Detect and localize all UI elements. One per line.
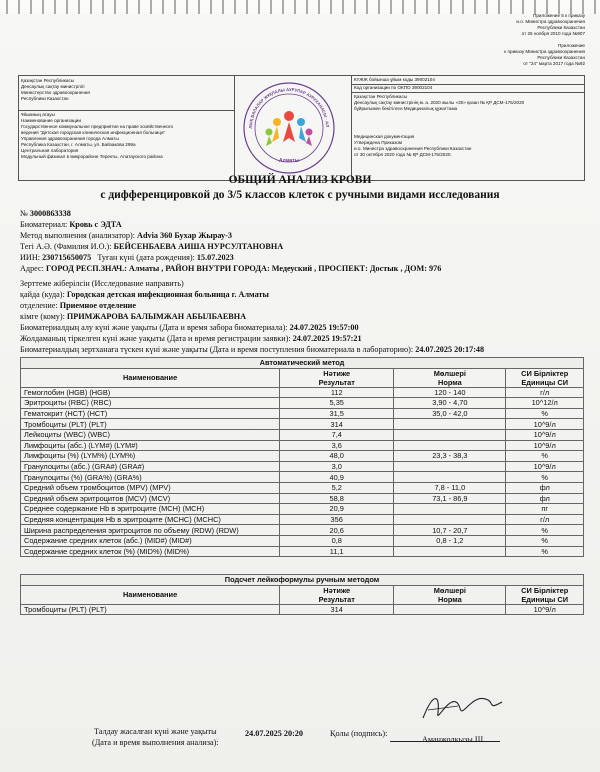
row-name: Лимфоциты (%) (LYM%) (LYM%) bbox=[21, 451, 280, 462]
send-where bbox=[20, 289, 269, 300]
col-name: Наименование bbox=[21, 368, 280, 387]
table-header bbox=[21, 368, 584, 387]
row-result: 48,0 bbox=[280, 451, 394, 462]
header-right bbox=[351, 76, 585, 180]
patient-address bbox=[20, 263, 441, 274]
label: Адрес: bbox=[20, 264, 46, 273]
register-datetime bbox=[20, 333, 362, 344]
signature-scribble bbox=[418, 688, 508, 728]
value: 24.07.2025 20:17:48 bbox=[415, 345, 485, 354]
row-norm bbox=[394, 440, 506, 451]
row-name: Лейкоциты (WBC) (WBC) bbox=[21, 429, 280, 440]
col-label: СИ Бірліктер bbox=[521, 585, 569, 595]
value: ПРИМЖАРОВА БАЛЫМЖАН АБЫЛБАЕВНА bbox=[66, 312, 247, 321]
col-result bbox=[280, 585, 394, 604]
approval-line: бұйрығымен бекітілген Медициналық құжаттама bbox=[354, 106, 458, 111]
value: Приемное отделение bbox=[59, 301, 137, 310]
row-name: Гранулоциты (абс.) (GRA#) (GRA#) bbox=[21, 461, 280, 472]
row-name: Содержание средних клеток (%) (MID%) (MID%) bbox=[21, 546, 280, 557]
table-row bbox=[21, 504, 584, 515]
value: Городская детская инфекционная больница г. Алматы bbox=[66, 290, 269, 299]
row-unit: % bbox=[506, 525, 584, 536]
label: № bbox=[20, 209, 30, 218]
row-unit: г/л bbox=[506, 514, 584, 525]
arrive-datetime bbox=[20, 344, 484, 355]
row-norm bbox=[394, 514, 506, 525]
divider bbox=[19, 110, 234, 111]
ministry-block bbox=[21, 78, 231, 102]
row-name: Гематокрит (HCT) (HCT) bbox=[21, 408, 280, 419]
table-row bbox=[21, 604, 584, 615]
prikaz-line: Республики Казахстан bbox=[537, 55, 585, 60]
col-units bbox=[506, 368, 584, 387]
row-unit: % bbox=[506, 535, 584, 546]
sample-number bbox=[20, 208, 71, 219]
org-line: Республика Казахстан, г. Алматы, ул. Байзакова 299а bbox=[21, 142, 136, 147]
table-row bbox=[21, 408, 584, 419]
prikaz-line: от "24" марта 2017 года №92 bbox=[523, 61, 585, 66]
row-norm bbox=[394, 504, 506, 515]
method bbox=[20, 230, 232, 241]
label: Биоматериалдың зертханаға түскен күні және уақыты (Дата и время поступления биоматериала в лабораторию): bbox=[20, 345, 416, 354]
table-header bbox=[21, 585, 584, 604]
row-norm: 7,8 - 11,0 bbox=[394, 482, 506, 493]
org-line: Ұйымның атауы bbox=[21, 112, 55, 117]
value: Advia 360 Бухар Жырау-3 bbox=[137, 231, 232, 240]
label: Жолдаманың тіркелген күні және уақыты (Дата и время регистрации заявки): bbox=[20, 334, 293, 343]
document-title: ОБЩИЙ АНАЛИЗ КРОВИ bbox=[228, 174, 372, 186]
col-label: Результат bbox=[318, 594, 355, 604]
label: кімге (кому): bbox=[20, 312, 67, 321]
col-label: СИ Бірліктер bbox=[521, 368, 569, 378]
ministry-line: Министерство здравоохранения bbox=[21, 90, 90, 95]
approval-line: Утверждена Приказом bbox=[354, 140, 403, 145]
patient-iin bbox=[20, 252, 234, 263]
row-result: 3,0 bbox=[280, 461, 394, 472]
approval-line: от 30 октября 2020 года № ҚР ДСМ-175/2020. bbox=[354, 152, 452, 157]
col-label: Мөлшері bbox=[433, 368, 466, 378]
sign-label: Қолы (подпись): bbox=[330, 729, 388, 738]
table-row bbox=[21, 514, 584, 525]
row-norm: 120 - 140 bbox=[394, 387, 506, 398]
row-unit: пг bbox=[506, 504, 584, 515]
row-name: Средний объем эритроцитов (MCV) (MCV) bbox=[21, 493, 280, 504]
perforation-strip bbox=[0, 0, 600, 14]
value: Кровь с ЭДТА bbox=[69, 220, 122, 229]
label: ИИН: bbox=[20, 253, 43, 262]
table-row bbox=[21, 387, 584, 398]
row-unit: % bbox=[506, 408, 584, 419]
row-norm bbox=[394, 429, 506, 440]
col-label: Нәтиже bbox=[323, 585, 351, 595]
label: Биоматериалдың алу күні және уақыты (Дата и время забора биоматериала): bbox=[20, 323, 290, 332]
table-row bbox=[21, 525, 584, 536]
table-row bbox=[21, 461, 584, 472]
label: Биоматериал: bbox=[20, 220, 70, 229]
row-unit: фл bbox=[506, 482, 584, 493]
row-name: Средний объем тромбоцитов (MPV) (MPV) bbox=[21, 482, 280, 493]
col-units bbox=[506, 585, 584, 604]
row-result: 3,6 bbox=[280, 440, 394, 451]
row-name: Гемоглобин (HGB) (HGB) bbox=[21, 387, 280, 398]
col-norm bbox=[394, 585, 506, 604]
label: (Дата и время выполнения анализа): bbox=[92, 738, 219, 747]
row-unit: г/л bbox=[506, 387, 584, 398]
table-row bbox=[21, 482, 584, 493]
row-name: Средняя концентрация Hb в эритроците (MCHC) (MCHC) bbox=[21, 514, 280, 525]
ministry-line: Денсаулық сақтау министрлігі bbox=[21, 84, 85, 89]
row-norm bbox=[394, 546, 506, 557]
send-who bbox=[20, 311, 246, 322]
biomaterial bbox=[20, 219, 122, 230]
row-unit: 10^9/л bbox=[506, 604, 584, 615]
results-table-manual bbox=[20, 574, 584, 615]
prikaz-line: от 25 ноября 2010 года №907 bbox=[521, 31, 585, 36]
org-line: ведения "Детская городская клиническая инфекционная больница" bbox=[21, 130, 166, 135]
send-heading: Зерттеме жіберілсін (Исследование направить) bbox=[20, 279, 184, 288]
prikaz-line: Республики Казахстан bbox=[537, 25, 585, 30]
results-table-auto bbox=[20, 357, 584, 557]
okpo-kz: КҮЖЖ бойынша ұйым коды 39002104 bbox=[354, 77, 435, 82]
org-line: Управления здравоохранения города Алматы bbox=[21, 136, 119, 141]
row-unit: % bbox=[506, 546, 584, 557]
label: Метод выполнения (анализатор): bbox=[20, 231, 138, 240]
table-row bbox=[21, 440, 584, 451]
row-norm: 10,7 - 20,7 bbox=[394, 525, 506, 536]
table-row bbox=[21, 535, 584, 546]
label: отделение: bbox=[20, 301, 60, 310]
approval-kz bbox=[354, 94, 582, 112]
done-label bbox=[92, 726, 219, 748]
row-result: 40,9 bbox=[280, 472, 394, 483]
row-result: 0,8 bbox=[280, 535, 394, 546]
col-label: Мөлшері bbox=[433, 585, 466, 595]
organization-block bbox=[21, 112, 231, 160]
org-line: Государственное коммунальное предприятие на праве хозяйственного bbox=[21, 124, 174, 129]
approval-line: и.о. Министра здравоохранения Республики Казахстан bbox=[354, 146, 472, 151]
table-row bbox=[21, 472, 584, 483]
document-subtitle: с дифференцировкой до 3/5 классов клеток с ручными видами исследования bbox=[100, 189, 500, 201]
row-result: 5,2 bbox=[280, 482, 394, 493]
row-name: Содержание средних клеток (абс.) (MID#) (MID#) bbox=[21, 535, 280, 546]
row-result: 31,5 bbox=[280, 408, 394, 419]
row-norm: 35,0 - 42,0 bbox=[394, 408, 506, 419]
approval-line: Медицинская документация bbox=[354, 134, 415, 139]
row-result: 20,6 bbox=[280, 525, 394, 536]
row-name: Тромбоциты (PLT) (PLT) bbox=[21, 419, 280, 430]
table-row bbox=[21, 398, 584, 409]
row-norm bbox=[394, 419, 506, 430]
label: қайда (куда): bbox=[20, 290, 67, 299]
row-unit: % bbox=[506, 451, 584, 462]
signer-name: Аманжолкызы Ш. bbox=[422, 735, 486, 744]
row-unit: фл bbox=[506, 493, 584, 504]
row-name: Гранулоциты (%) (GRA%) (GRA%) bbox=[21, 472, 280, 483]
value: 24.07.2025 19:57:00 bbox=[289, 323, 359, 332]
value: ГОРОД РЕСП.ЗНАЧ.: Алматы , РАЙОН ВНУТРИ ГОРОДА: Медеуский , ПРОСПЕКТ: Достык , ДОМ: 976 bbox=[45, 264, 442, 273]
org-line: Модульный физикал в микрорайоне Теректы, Алатауского района bbox=[21, 154, 163, 159]
label: Тегі А.Ә. (Фамилия И.О.): bbox=[20, 242, 114, 251]
row-result: 11,1 bbox=[280, 546, 394, 557]
prikaz-line: Приложение 5 к приказу bbox=[533, 13, 585, 18]
prikaz-note-top bbox=[445, 13, 585, 37]
row-name: Ширина распределения эритроцитов по объему (RDW) (RDW) bbox=[21, 525, 280, 536]
row-unit: 10^9/л bbox=[506, 429, 584, 440]
value: 15.07.2023 bbox=[196, 253, 234, 262]
header-block bbox=[18, 75, 585, 181]
row-result: 20,9 bbox=[280, 504, 394, 515]
header-left bbox=[19, 76, 235, 180]
table-row bbox=[21, 451, 584, 462]
row-norm: 73,1 - 86,9 bbox=[394, 493, 506, 504]
section-title: Автоматический метод bbox=[21, 358, 584, 369]
table-row bbox=[21, 493, 584, 504]
row-result: 5,35 bbox=[280, 398, 394, 409]
row-result: 112 bbox=[280, 387, 394, 398]
row-norm: 0,8 - 1,2 bbox=[394, 535, 506, 546]
value: 3000863338 bbox=[29, 209, 71, 218]
send-dept bbox=[20, 300, 136, 311]
row-result: 7,4 bbox=[280, 429, 394, 440]
patient-name bbox=[20, 241, 283, 252]
row-result: 314 bbox=[280, 604, 394, 615]
col-name: Наименование bbox=[21, 585, 280, 604]
label: Талдау жасалған күні және уақыты bbox=[93, 727, 217, 736]
section-title: Подсчет лейкоформулы ручным методом bbox=[21, 575, 584, 586]
take-datetime bbox=[20, 322, 359, 333]
done-date: 24.07.2025 20:20 bbox=[245, 729, 303, 738]
org-line: Центральная лаборатория bbox=[21, 148, 79, 153]
row-unit: 10^12/л bbox=[506, 398, 584, 409]
row-unit: % bbox=[506, 472, 584, 483]
col-label: Нәтиже bbox=[323, 368, 351, 378]
prikaz-line: Приложение bbox=[558, 43, 585, 48]
row-name: Лимфоциты (абс.) (LYM#) (LYM#) bbox=[21, 440, 280, 451]
col-label: Результат bbox=[318, 377, 355, 387]
divider bbox=[352, 92, 585, 93]
value: 24.07.2025 19:57:21 bbox=[292, 334, 362, 343]
row-norm: 3,90 - 4,70 bbox=[394, 398, 506, 409]
col-label: Норма bbox=[437, 594, 462, 604]
table-row bbox=[21, 546, 584, 557]
approval-line: Қазақстан Республикасы bbox=[354, 94, 408, 99]
col-label: Единицы СИ bbox=[521, 377, 569, 387]
org-line: Наименование организации bbox=[21, 118, 81, 123]
table-row bbox=[21, 419, 584, 430]
col-label: Единицы СИ bbox=[521, 594, 569, 604]
row-norm bbox=[394, 604, 506, 615]
value: 230715650075 bbox=[42, 253, 92, 262]
col-label: Норма bbox=[437, 377, 462, 387]
row-name: Среднее содержание Hb в эритроците (MCH) (MCH) bbox=[21, 504, 280, 515]
value: БЕЙСЕНБАЕВА АИША НУРСУЛТАНОВНА bbox=[113, 242, 284, 251]
approval-line: Денсаулық сақтау министрінің м. а. 2020 жылы «30» қазан № ҚР ДСМ-175/2020 bbox=[354, 100, 525, 105]
row-result: 356 bbox=[280, 514, 394, 525]
okpo-ru: Код организации по ОКПО 39002104 bbox=[354, 85, 433, 90]
approval-ru bbox=[354, 134, 582, 158]
row-unit: 10^9/л bbox=[506, 461, 584, 472]
row-name: Эритроциты (RBC) (RBC) bbox=[21, 398, 280, 409]
row-result: 58,8 bbox=[280, 493, 394, 504]
row-norm bbox=[394, 461, 506, 472]
prikaz-line: к приказу Министра здравоохранения bbox=[504, 49, 585, 54]
col-norm bbox=[394, 368, 506, 387]
row-name: Тромбоциты (PLT) (PLT) bbox=[21, 604, 280, 615]
label: Туған күні (дата рождения): bbox=[97, 253, 197, 262]
prikaz-line: и.о. Министра здравоохранения bbox=[516, 19, 585, 24]
table-row bbox=[21, 429, 584, 440]
ministry-line: Қазақстан Республикасы bbox=[21, 78, 75, 83]
hospital-logo bbox=[239, 76, 339, 180]
row-norm bbox=[394, 472, 506, 483]
row-norm: 23,3 - 38,3 bbox=[394, 451, 506, 462]
logo-ring-text: ЛЫҚ БАЛАЛАР ЖҰҚПАЛЫ АУРУЛАР АУРУХАНАСЫ · АЛ bbox=[247, 86, 331, 129]
ministry-line: Республики Казахстан bbox=[21, 96, 69, 101]
row-result: 314 bbox=[280, 419, 394, 430]
prikaz-note-second bbox=[435, 43, 585, 67]
col-result bbox=[280, 368, 394, 387]
row-unit: 10^9/л bbox=[506, 419, 584, 430]
logo-city-text: Алматы bbox=[279, 158, 299, 164]
row-unit: 10^9/л bbox=[506, 440, 584, 451]
